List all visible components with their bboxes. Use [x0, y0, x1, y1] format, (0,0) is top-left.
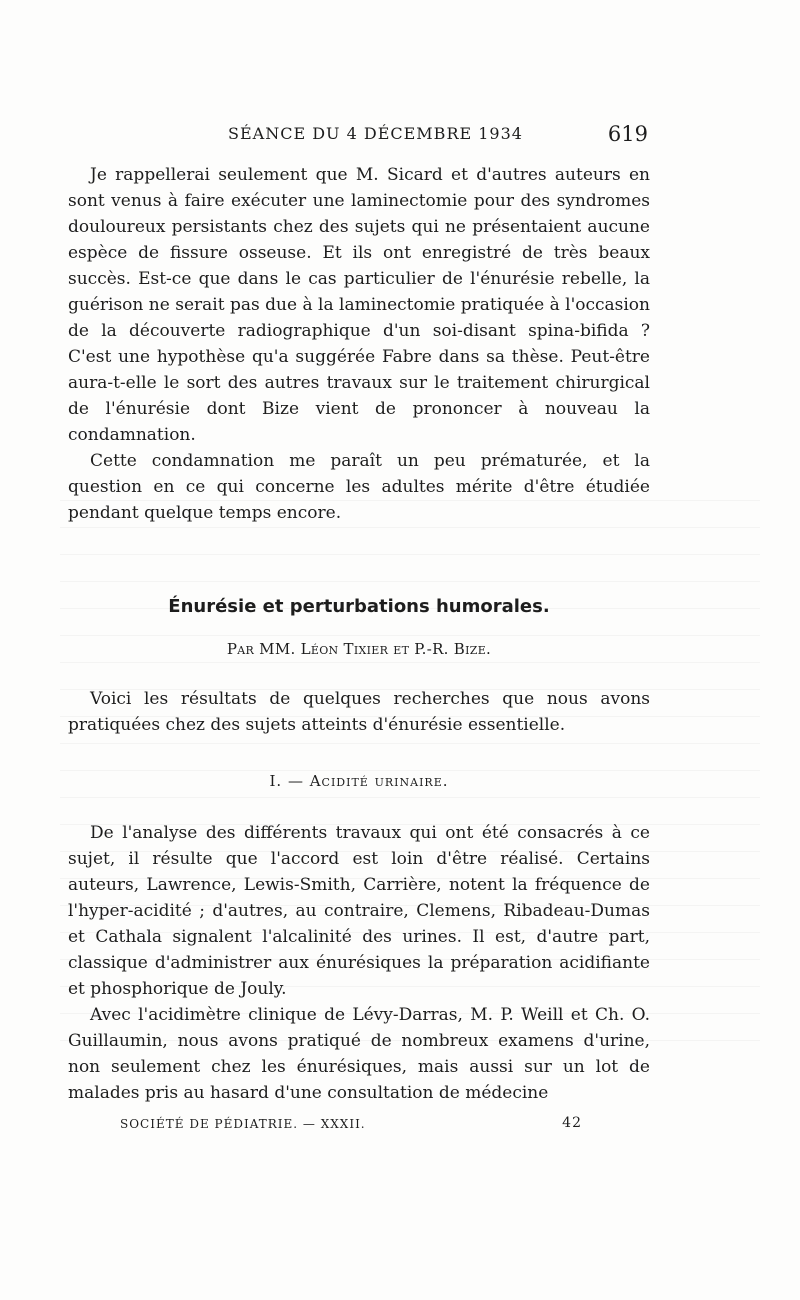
page-header [88, 118, 648, 152]
section-heading: I. — Acidité urinaire. [269, 772, 449, 790]
paragraph-4: Avec l'acidimètre clinique de Lévy-Darras, M. P. Weill et Ch. O. Guillaumin, nous avons pratiqué de nombreux examens d'urine, non seulement chez les énurésiques, mais aussi sur un lot de malades pris au hasard d'une consultation de médecine [68, 1005, 650, 1103]
body-text-bottom [68, 820, 650, 1106]
article-intro-block [68, 686, 650, 738]
running-head: SÉANCE DU 4 DÉCEMBRE 1934 [228, 124, 523, 143]
article-authors: Par MM. Léon Tixier et P.-R. Bize. [226, 640, 492, 658]
paragraph-3: De l'analyse des différents travaux qui ont été consacrés à ce sujet, il résulte que l'accord est loin d'être réalisé. Certains auteurs, Lawrence, Lewis-Smith, Carrière, notent la fréquence de l'hyper-acidité ; d'autres, au contraire, Clemens, Ribadeau-Dumas et Cathala signalent l'alcalinité des urines. Il est, d'autre part, classique d'administrer aux énurésiques la préparation acidifiante et phosphorique de Jouly. [68, 823, 650, 999]
article-intro: Voici les résultats de quelques recherches que nous avons pratiquées chez des sujets atteints d'énurésie essentielle. [68, 689, 650, 735]
journal-footer: SOCIÉTÉ DE PÉDIATRIE. — XXXII. [120, 1117, 366, 1131]
paragraph-1: Je rappellerai seulement que M. Sicard et d'autres auteurs en sont venus à faire exécuter une laminectomie pour des syndromes douloureux persistants chez des sujets qui ne présentaient aucune espèce de fissure osseuse. Et ils ont enregistré de très beaux succès. Est-ce que dans le cas particulier de l'énurésie rebelle, la guérison ne serait pas due à la laminectomie pratiquée à l'occasion de la découverte radiographique d'un soi-disant spina-bifida ? C'est une hypothèse qu'a suggérée Fabre dans sa thèse. Peut-être aura-t-elle le sort des autres travaux sur le traitement chirurgical de l'énurésie dont Bize vient de prononcer à nouveau la condamnation. [68, 165, 650, 445]
signature-number: 42 [562, 1115, 582, 1131]
page-number: 619 [607, 122, 648, 146]
article-title: Énurésie et perturbations humorales. [168, 596, 550, 617]
paragraph-2: Cette condamnation me paraît un peu prématurée, et la question en ce qui concerne les adultes mérite d'être étudiée pendant quelque temps encore. [68, 451, 650, 523]
body-text-top [68, 162, 650, 526]
page-footer [120, 1117, 620, 1137]
